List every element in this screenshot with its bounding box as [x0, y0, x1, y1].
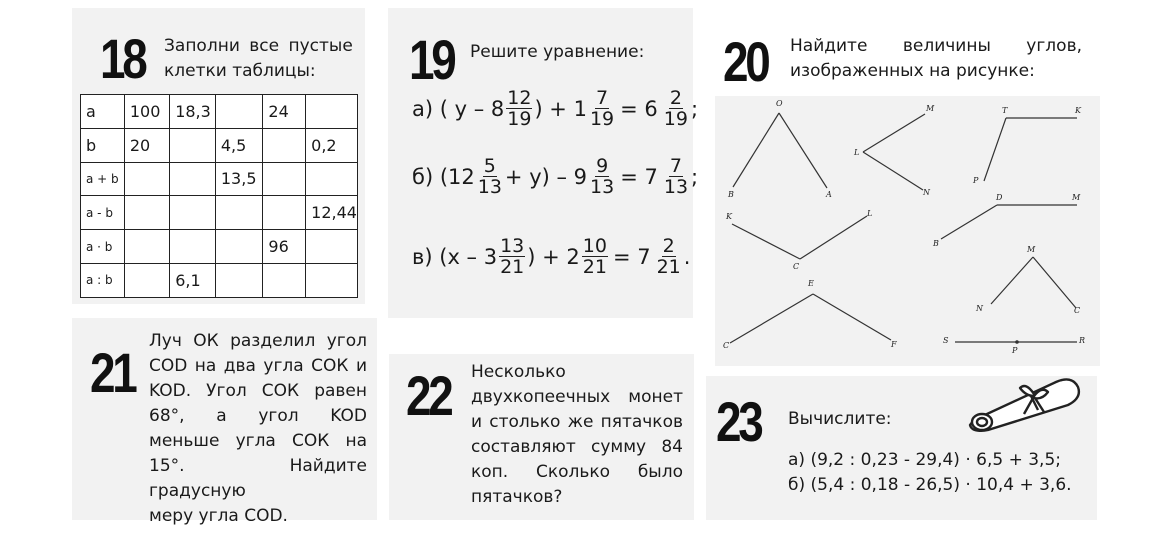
fraction — [499, 236, 525, 277]
text-line: меру угла COD. — [149, 506, 288, 526]
eq-part: ; — [691, 164, 699, 189]
eq-part: в) (x – 3 — [412, 244, 498, 269]
table-row — [81, 128, 358, 162]
point-label: T — [1002, 106, 1008, 115]
ray-oa — [779, 113, 827, 188]
point-label: C — [1074, 306, 1081, 315]
task-text: Решите уравнение: — [470, 42, 645, 62]
task-text — [149, 329, 367, 529]
eq-part: = 6 — [620, 96, 658, 121]
fraction — [663, 88, 689, 129]
text-line: 68°, а угол KOD — [149, 406, 367, 426]
task-number: 20 — [723, 30, 768, 93]
text-line: Луч ОК разделил угол — [149, 331, 367, 351]
point-label: M — [926, 104, 935, 113]
eq-part: = 7 — [612, 244, 651, 269]
table-cell: 12,44 — [306, 196, 358, 230]
table-cell: 6,1 — [170, 263, 216, 297]
eq-part: б) (12 — [412, 164, 475, 189]
denominator: 21 — [582, 256, 607, 278]
point-label: N — [923, 188, 930, 197]
row-header-cell: a · b — [81, 230, 125, 264]
point-label: O — [776, 99, 783, 108]
eq-part: ; — [690, 96, 699, 121]
text-line: COD на два угла СОК и — [149, 356, 367, 376]
point-label: B — [933, 239, 939, 248]
fraction — [477, 156, 503, 197]
table-cell — [306, 230, 358, 264]
table-cell — [306, 95, 358, 129]
table-cell — [124, 230, 169, 264]
table-cell — [215, 230, 263, 264]
denominator: 21 — [656, 256, 681, 278]
ray-ef — [813, 294, 891, 340]
denominator: 13 — [477, 176, 502, 198]
task-22-card — [389, 354, 694, 520]
numerator: 10 — [582, 235, 607, 257]
numerator: 13 — [500, 235, 525, 257]
table-cell — [306, 162, 358, 196]
ray-mc — [1033, 257, 1076, 308]
ray-db — [941, 205, 997, 239]
ray-ln — [863, 152, 923, 190]
task-20-block — [705, 8, 1100, 366]
task-number: 23 — [716, 390, 761, 453]
task-19-card — [388, 8, 699, 318]
task-18-card — [72, 8, 365, 304]
table-row — [81, 263, 358, 297]
row-header-cell: a : b — [81, 263, 125, 297]
numerator: 7 — [595, 87, 609, 109]
fraction — [663, 156, 689, 197]
task-text-line-1: Найдите величины углов, — [790, 36, 1082, 56]
denominator: 13 — [590, 176, 615, 198]
point-label: K — [1075, 106, 1081, 115]
point-label: C — [793, 262, 800, 271]
point-label: M — [1027, 245, 1036, 254]
row-header-cell: a — [81, 95, 125, 129]
eq-part: . — [683, 244, 691, 269]
point-label: S — [943, 336, 949, 345]
task-number: 22 — [406, 364, 451, 427]
row-header-cell: b — [81, 128, 125, 162]
table-cell — [170, 196, 216, 230]
denominator: 13 — [663, 176, 689, 198]
table-cell — [170, 162, 216, 196]
task-number: 19 — [409, 28, 454, 91]
point-label: P — [973, 176, 979, 185]
task-text — [471, 360, 683, 510]
task-number: 21 — [90, 341, 135, 404]
point-p — [1015, 340, 1019, 344]
denominator: 21 — [500, 256, 525, 278]
table-cell — [263, 162, 306, 196]
expression-a: а) (9,2 : 0,23 - 29,4) · 6,5 + 3,5; — [788, 450, 1061, 470]
ray-ob — [733, 113, 779, 187]
ray-mn — [991, 257, 1033, 304]
eq-part: ) + 1 — [534, 96, 587, 121]
numerator: 12 — [507, 87, 532, 109]
table-cell: 96 — [263, 230, 306, 264]
text-line: меньше угла СОК на — [149, 431, 367, 451]
ray-ec — [730, 294, 813, 343]
table-cell — [170, 230, 216, 264]
angles-figure — [715, 96, 1100, 366]
point-label: A — [826, 190, 832, 199]
numerator: 2 — [669, 87, 682, 109]
eq-part: ) + 2 — [527, 244, 580, 269]
table-cell: 100 — [124, 95, 169, 129]
text-line: двухкопеечных монет — [471, 387, 683, 407]
task-21-card — [72, 318, 377, 526]
task-23-card — [706, 376, 1097, 520]
numerator: 7 — [669, 155, 682, 177]
numerator: 9 — [596, 155, 609, 177]
text-line: пятачков? — [471, 487, 563, 507]
eq-part: = 7 — [620, 164, 658, 189]
table-cell — [263, 263, 306, 297]
table-row — [81, 162, 358, 196]
table-cell — [215, 263, 263, 297]
equation-c — [412, 236, 690, 277]
denominator: 19 — [589, 108, 615, 130]
table-cell — [124, 196, 169, 230]
scroll-icon — [968, 374, 1084, 432]
table-cell — [170, 128, 216, 162]
table-cell: 18,3 — [170, 95, 216, 129]
table-row — [81, 196, 358, 230]
point-label: E — [808, 279, 814, 288]
fraction — [582, 236, 608, 277]
equation-a — [412, 88, 698, 129]
numerator: 5 — [483, 155, 496, 177]
task-text: Вычислите: — [788, 409, 892, 429]
task-text-line-2: клетки таблицы: — [164, 61, 316, 81]
task-text-line-1: Заполни все пустые — [164, 36, 353, 56]
denominator: 19 — [663, 108, 688, 130]
table-cell — [215, 95, 263, 129]
fraction — [656, 236, 682, 277]
point-label: R — [1079, 336, 1086, 345]
text-line: Несколько — [471, 362, 566, 382]
denominator: 19 — [507, 108, 532, 130]
table-cell — [124, 162, 169, 196]
task-number: 18 — [100, 27, 145, 90]
table-cell — [263, 128, 306, 162]
point-label: M — [1072, 193, 1081, 202]
table-row — [81, 230, 358, 264]
point-label: C — [723, 341, 730, 350]
table-cell: 13,5 — [215, 162, 263, 196]
fraction — [589, 156, 615, 197]
eq-part: а) ( y – 8 — [412, 96, 505, 121]
point-label: B — [728, 190, 734, 199]
ray-lm — [863, 114, 925, 152]
text-line: 15°. Найдите градусную — [149, 456, 367, 501]
text-line: составляют сумму 84 — [471, 437, 683, 457]
ray-tp — [984, 118, 1006, 181]
point-label: P — [1012, 346, 1018, 355]
point-label: K — [726, 212, 732, 221]
table-cell: 20 — [124, 128, 169, 162]
text-line: коп. Сколько было — [471, 462, 683, 482]
point-label: N — [976, 304, 983, 313]
point-label: D — [996, 193, 1003, 202]
table-cell: 0,2 — [306, 128, 358, 162]
point-label: L — [867, 209, 873, 218]
angles-diagram — [715, 96, 1100, 366]
table-cell — [215, 196, 263, 230]
table-cell: 24 — [263, 95, 306, 129]
table-cell — [306, 263, 358, 297]
fraction — [506, 88, 532, 129]
point-label: F — [891, 340, 897, 349]
values-table — [80, 94, 358, 298]
ray-ck — [732, 224, 800, 259]
numerator: 2 — [662, 235, 675, 257]
text-line: KOD. Угол СОК равен — [149, 381, 367, 401]
fraction — [589, 88, 615, 129]
eq-part: + y) – 9 — [504, 164, 588, 189]
ray-cl — [800, 216, 867, 259]
table-cell — [124, 263, 169, 297]
table-cell — [263, 196, 306, 230]
row-header-cell: a + b — [81, 162, 125, 196]
table-cell: 4,5 — [215, 128, 263, 162]
point-label: L — [854, 148, 860, 157]
text-line: и столько же пятачков — [471, 412, 683, 432]
table-row — [81, 95, 358, 129]
expression-b: б) (5,4 : 0,18 - 26,5) · 10,4 + 3,6. — [788, 475, 1072, 495]
equation-b — [412, 156, 698, 197]
row-header-cell: a - b — [81, 196, 125, 230]
task-text-line-2: изображенных на рисунке: — [790, 61, 1035, 81]
